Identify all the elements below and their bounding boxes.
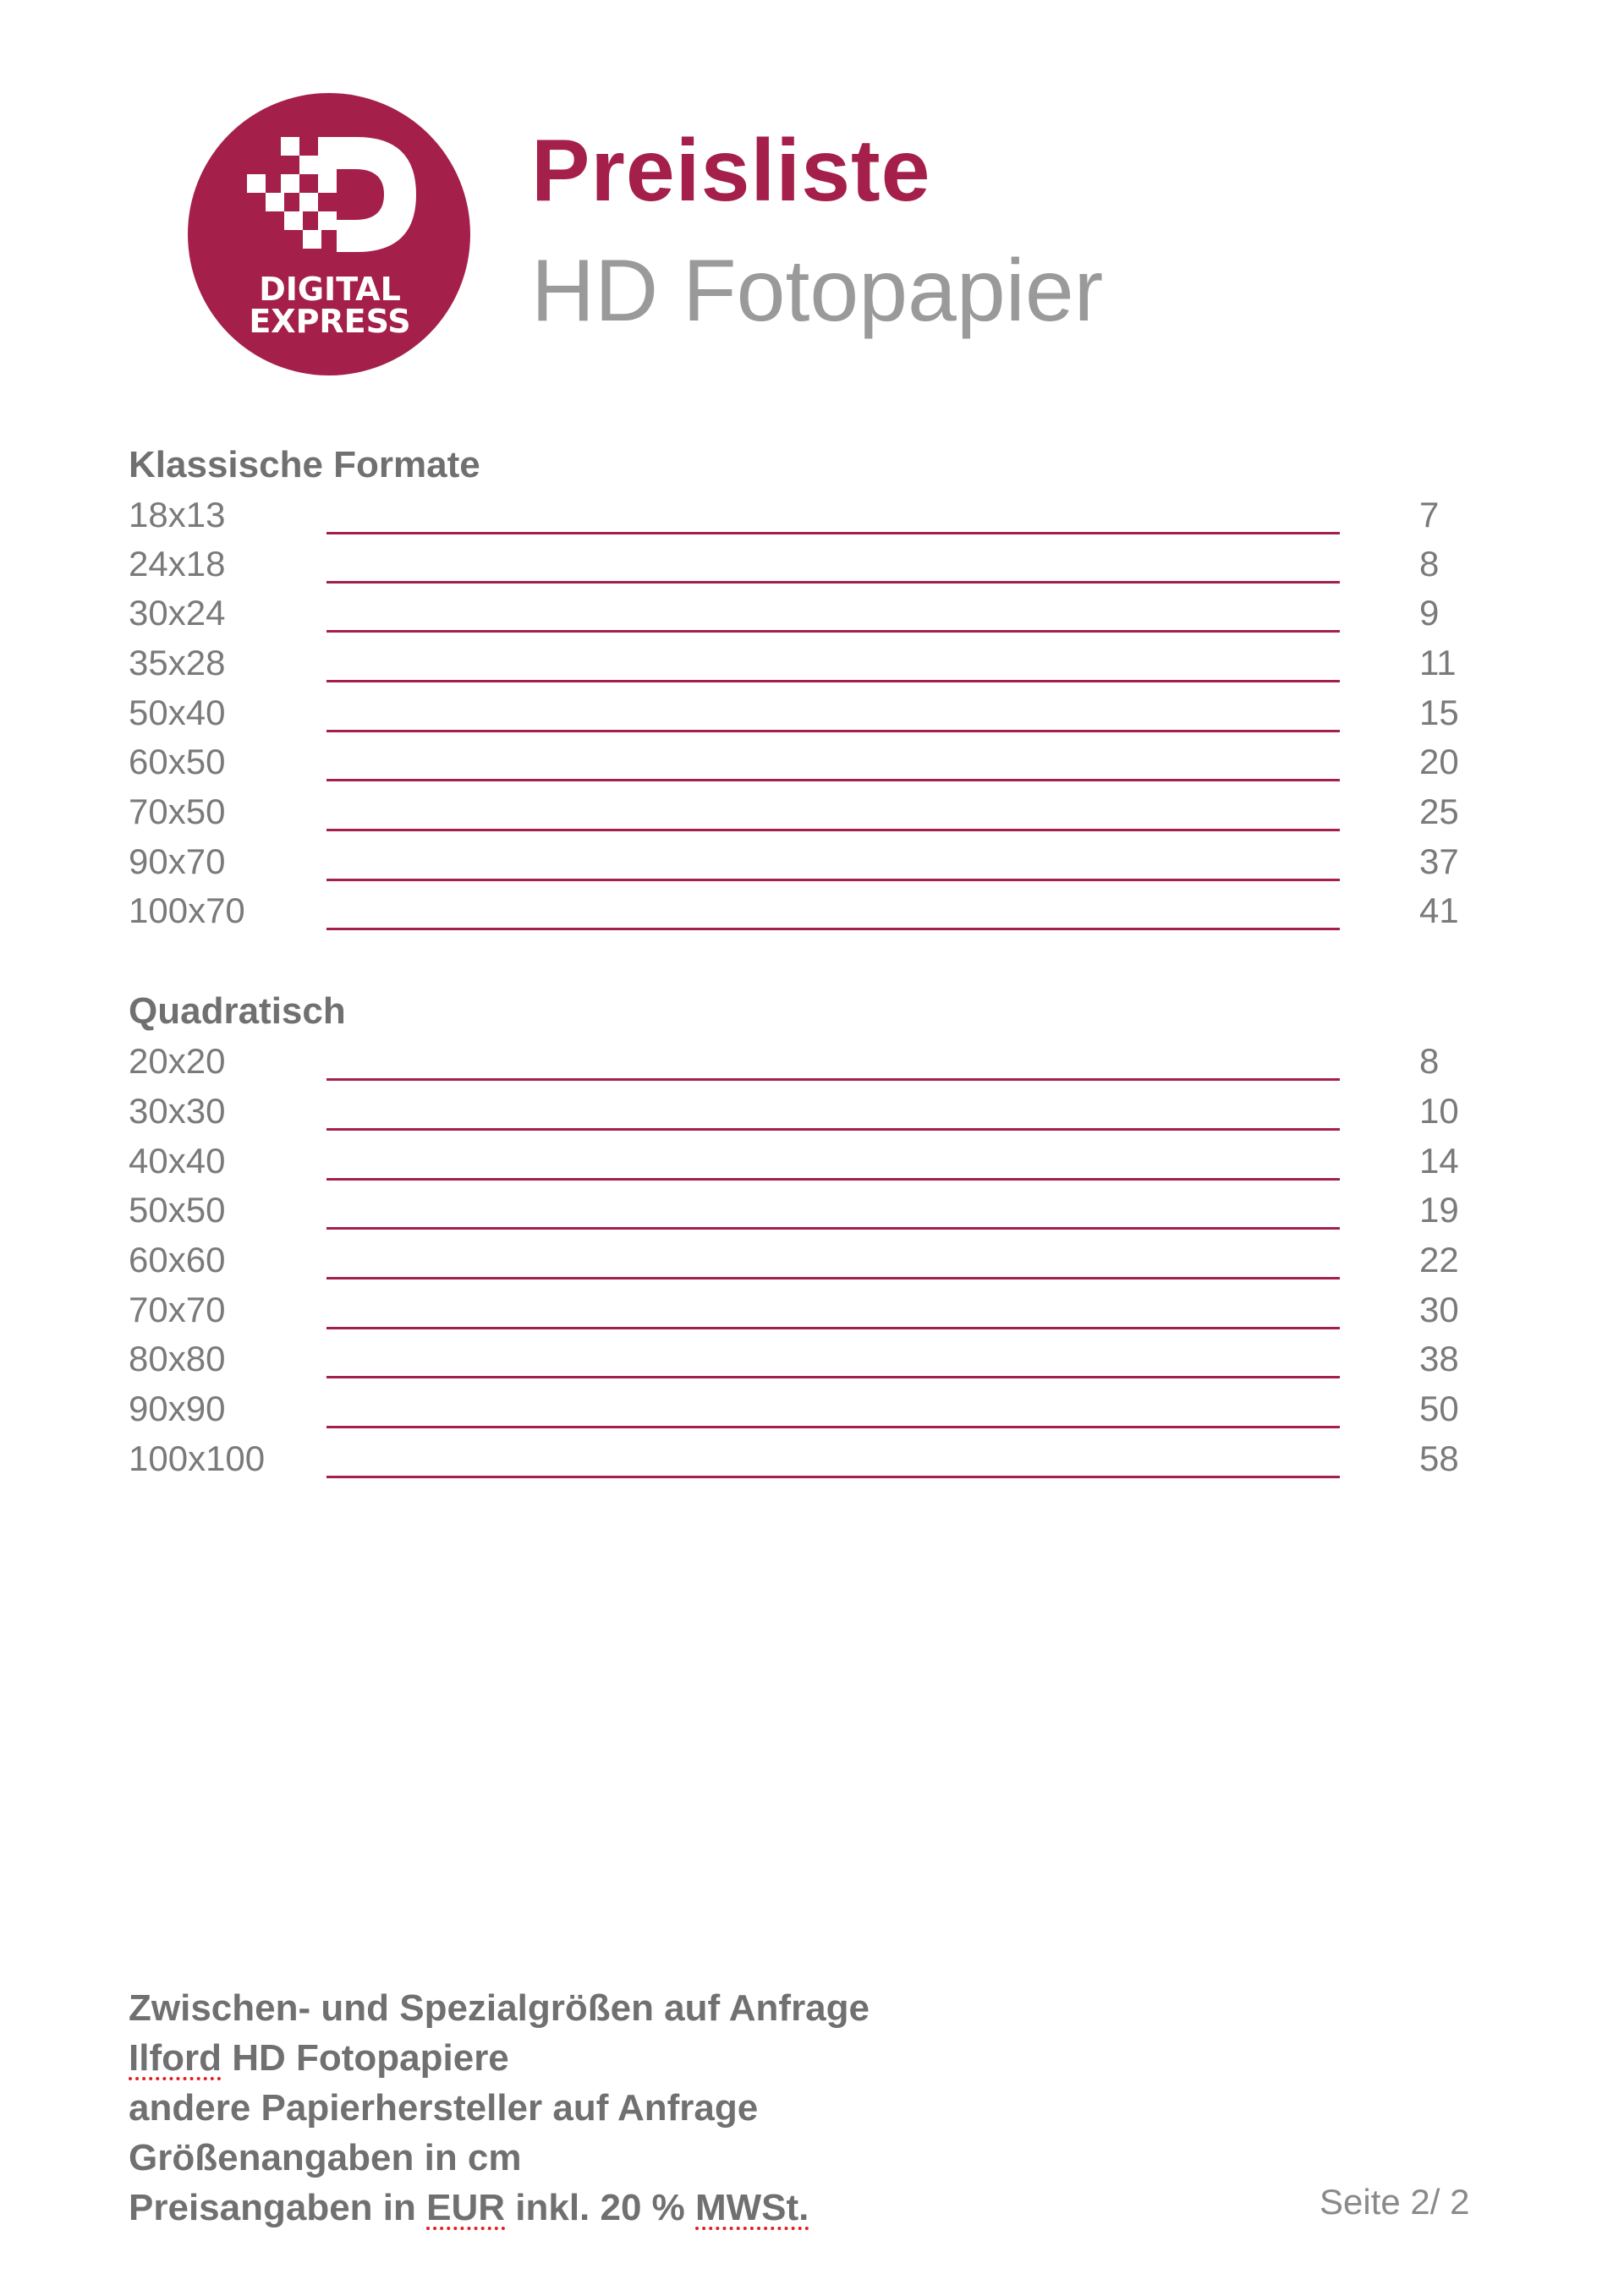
leader-line (326, 730, 1340, 732)
leader-line (326, 829, 1340, 831)
leader-line (326, 532, 1340, 534)
leader-line (326, 1426, 1340, 1428)
digital-express-logo (188, 93, 470, 375)
leader-line (326, 581, 1340, 584)
price-row (129, 791, 1457, 840)
price-row (129, 841, 1457, 890)
section-heading-quadratisch: Quadratisch (129, 990, 346, 1032)
size-label: 90x90 (129, 1389, 226, 1428)
leader-line (326, 680, 1340, 682)
leader-line (326, 1476, 1340, 1478)
size-label: 100x100 (129, 1438, 266, 1478)
leader-line (326, 1227, 1340, 1230)
size-label: 20x20 (129, 1041, 226, 1081)
logo-line2: EXPRESS (249, 303, 411, 340)
price-row (129, 1140, 1457, 1189)
price-value: 14 (1419, 1141, 1459, 1181)
size-label: 70x50 (129, 792, 226, 831)
footer-tax: MWSt. (695, 2187, 809, 2228)
leader-line (326, 879, 1340, 881)
price-value: 11 (1419, 643, 1457, 682)
footer-prices-text-c: inkl. 20 % (505, 2187, 695, 2228)
size-label: 100x70 (129, 890, 245, 930)
price-value: 20 (1419, 742, 1459, 781)
size-label: 80x80 (129, 1339, 226, 1378)
price-row (129, 890, 1457, 939)
page-title: Preisliste (531, 122, 931, 220)
price-row (129, 494, 1457, 543)
price-row (129, 642, 1457, 691)
price-value: 9 (1419, 593, 1440, 633)
price-row (129, 543, 1457, 592)
size-label: 35x28 (129, 643, 226, 682)
logo-line1: DIGITAL (259, 271, 401, 308)
footer-line-manufacturers: andere Papierhersteller auf Anfrage (129, 2087, 759, 2129)
price-value: 15 (1419, 693, 1459, 732)
price-value: 8 (1419, 544, 1440, 584)
price-value: 37 (1419, 841, 1459, 881)
footer-line-paper (129, 2033, 870, 2083)
leader-line (326, 1376, 1340, 1378)
leader-line (326, 1128, 1340, 1131)
price-row (129, 692, 1457, 741)
footer-currency: EUR (426, 2187, 506, 2228)
price-value: 38 (1419, 1339, 1459, 1378)
leader-line (326, 1327, 1340, 1329)
price-row (129, 741, 1457, 790)
size-label: 24x18 (129, 544, 226, 584)
page-subtitle: HD Fotopapier (531, 242, 1104, 340)
size-label: 50x50 (129, 1190, 226, 1230)
size-label: 30x30 (129, 1091, 226, 1131)
price-row (129, 1289, 1457, 1338)
size-label: 90x70 (129, 841, 226, 881)
price-row (129, 1388, 1457, 1437)
leader-line (326, 1078, 1340, 1081)
size-label: 50x40 (129, 693, 226, 732)
price-value: 25 (1419, 792, 1459, 831)
footer-brand-word: Ilford (129, 2037, 222, 2079)
size-label: 40x40 (129, 1141, 226, 1181)
price-value: 30 (1419, 1290, 1459, 1329)
leader-line (326, 928, 1340, 930)
price-value: 19 (1419, 1190, 1459, 1230)
price-value: 10 (1419, 1091, 1459, 1131)
size-label: 18x13 (129, 495, 226, 534)
size-label: 60x50 (129, 742, 226, 781)
price-value: 7 (1419, 495, 1440, 534)
size-label: 30x24 (129, 593, 226, 633)
price-value: 22 (1419, 1240, 1459, 1280)
price-row (129, 1338, 1457, 1387)
size-label: 60x60 (129, 1240, 226, 1280)
price-row (129, 1090, 1457, 1139)
price-row (129, 592, 1457, 641)
price-row (129, 1189, 1457, 1238)
price-value: 8 (1419, 1041, 1440, 1081)
size-label: 70x70 (129, 1290, 226, 1329)
footer-line-units: Größenangaben in cm (129, 2137, 522, 2178)
footer-prices-text-a: Preisangaben in (129, 2187, 427, 2228)
footer-paper-text: HD Fotopapiere (221, 2037, 509, 2079)
leader-line (326, 1178, 1340, 1181)
leader-line (326, 630, 1340, 633)
page-number: Seite 2/ 2 (1320, 2182, 1470, 2222)
price-row (129, 1438, 1457, 1487)
section-heading-klassische: Klassische Formate (129, 444, 480, 485)
leader-line (326, 1277, 1340, 1280)
footer-line-special-sizes: Zwischen- und Spezialgrößen auf Anfrage (129, 1987, 870, 2029)
footer-line-prices (129, 2183, 870, 2233)
footer-notes (129, 1983, 870, 2233)
price-row (129, 1239, 1457, 1288)
price-row (129, 1040, 1457, 1089)
price-value: 41 (1419, 890, 1459, 930)
price-value: 58 (1419, 1438, 1459, 1478)
price-value: 50 (1419, 1389, 1459, 1428)
leader-line (326, 779, 1340, 781)
